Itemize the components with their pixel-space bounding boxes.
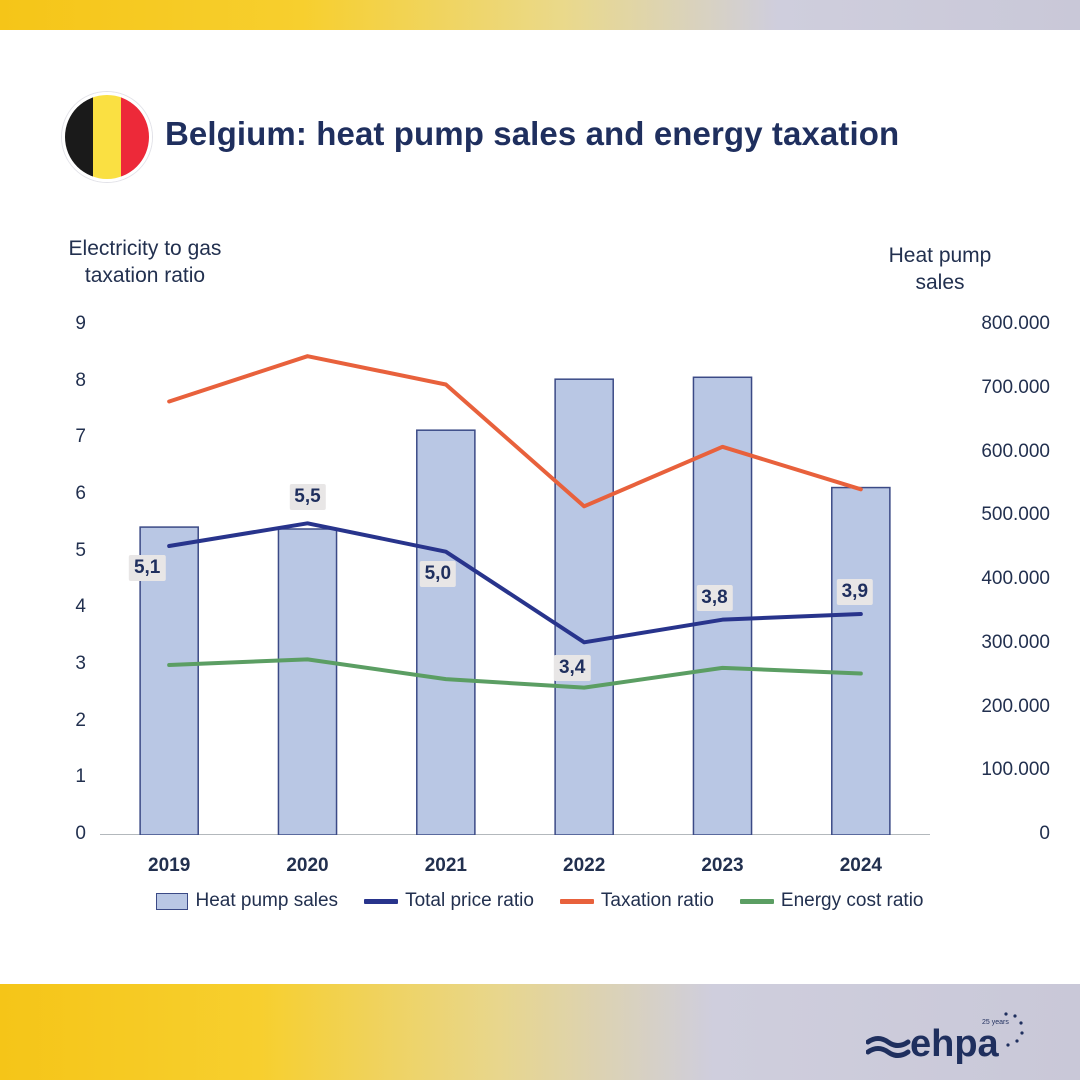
line-energy-cost-ratio — [169, 659, 861, 687]
x-tick-2022: 2022 — [563, 855, 606, 876]
data-label-2020: 5,5 — [289, 484, 325, 510]
svg-text:ehpa: ehpa — [910, 1023, 999, 1064]
y-right-tick: 100.000 — [981, 759, 1050, 781]
legend-item-taxation-ratio[interactable] — [560, 890, 714, 912]
x-tick-2024: 2024 — [839, 855, 882, 876]
right-axis-title: Heat pump sales — [888, 244, 992, 294]
y-left-tick: 7 — [75, 426, 86, 448]
legend-swatch-line-icon — [740, 899, 774, 904]
bar-2024 — [832, 488, 890, 835]
line-total-price-ratio — [169, 523, 861, 642]
y-left-tick: 3 — [75, 653, 86, 674]
line-taxation-ratio — [169, 356, 861, 506]
y-left-tick: 1 — [75, 766, 86, 788]
legend-swatch-bar-icon — [156, 893, 188, 910]
x-tick-2023: 2023 — [701, 855, 744, 876]
bar-2021 — [417, 430, 475, 835]
svg-text:25 years: 25 years — [982, 1019, 1009, 1026]
legend-label: Energy cost ratio — [780, 890, 924, 911]
slide-header — [0, 30, 1080, 180]
plot-svg — [100, 325, 930, 835]
y-right-tick: 700.000 — [981, 376, 1050, 398]
data-label-2021: 5,0 — [420, 561, 456, 587]
legend-label: Heat pump sales — [195, 890, 339, 911]
legend-item-energy-cost-ratio[interactable] — [740, 890, 924, 912]
y-left-tick: 5 — [75, 539, 86, 561]
y-right-tick: 300.000 — [981, 631, 1050, 653]
bar-2022 — [555, 379, 613, 835]
x-tick-2021: 2021 — [424, 855, 467, 876]
top-decorative-band — [0, 0, 1080, 30]
y-right-tick: 200.000 — [981, 695, 1050, 717]
ehpa-logo — [866, 1002, 1036, 1064]
bar-2020 — [278, 529, 336, 835]
chart-container — [0, 200, 1080, 970]
y-left-tick: 0 — [75, 823, 86, 844]
legend-swatch-line-icon — [364, 899, 398, 904]
y-right-tick: 600.000 — [981, 440, 1050, 462]
x-tick-2020: 2020 — [286, 855, 329, 876]
legend-item-total-price-ratio[interactable] — [364, 890, 534, 912]
y-left-tick: 9 — [75, 313, 86, 334]
data-label-2022: 3,4 — [554, 655, 590, 681]
y-right-tick: 500.000 — [981, 504, 1050, 526]
y-left-tick: 6 — [75, 483, 86, 504]
y-left-tick: 2 — [75, 709, 86, 731]
page-title: Belgium: heat pump sales and energy taxation — [165, 115, 900, 152]
y-left-tick: 4 — [75, 596, 86, 618]
legend-item-heat-pump-sales[interactable] — [156, 890, 338, 912]
legend-label: Total price ratio — [405, 890, 534, 911]
y-right-tick: 400.000 — [981, 568, 1050, 589]
ehpa-logo-mark — [866, 1002, 1036, 1064]
legend-label: Taxation ratio — [600, 890, 714, 911]
chart-legend — [0, 890, 1080, 912]
left-axis-title: Electricity to gas taxation ratio — [68, 237, 222, 287]
y-right-tick: 0 — [1039, 823, 1050, 844]
x-tick-2019: 2019 — [148, 855, 191, 876]
data-label-2019: 5,1 — [129, 555, 165, 581]
data-label-2023: 3,8 — [696, 585, 732, 611]
y-left-tick: 8 — [75, 369, 86, 391]
y-right-tick: 800.000 — [981, 313, 1050, 334]
data-label-2024: 3,9 — [837, 579, 873, 605]
legend-swatch-line-icon — [560, 899, 594, 904]
plot-area — [75, 313, 1050, 876]
line-series — [169, 356, 861, 687]
belgium-flag-icon — [62, 92, 152, 182]
